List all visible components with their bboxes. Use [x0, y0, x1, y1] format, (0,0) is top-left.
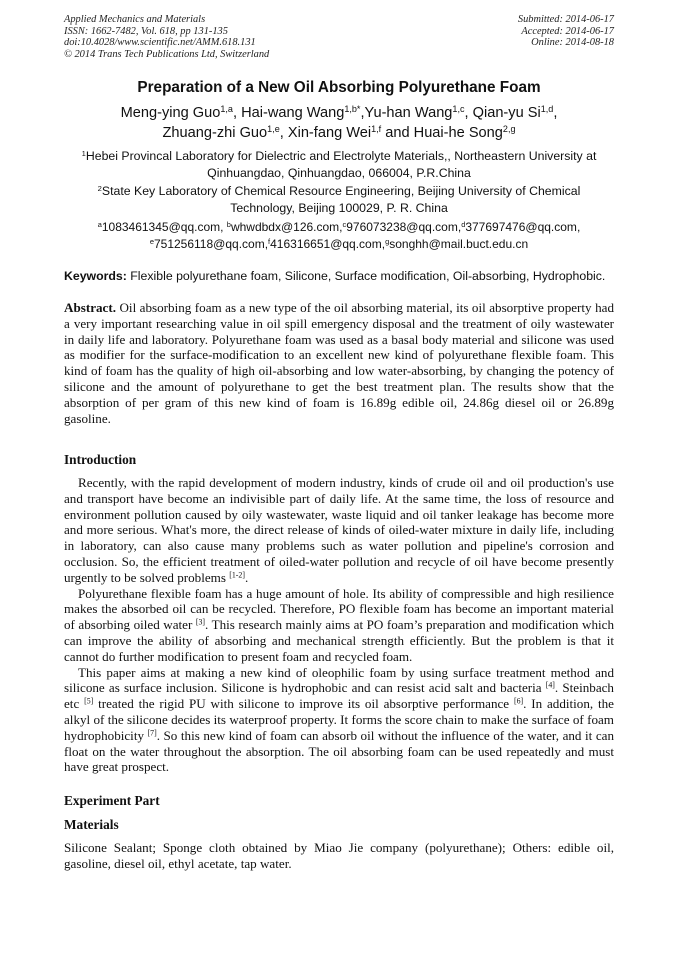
submitted-date: Submitted: 2014-06-17: [517, 14, 614, 25]
email: $^c$976073238@qq.com,: [342, 219, 462, 234]
introduction-paragraph: Polyurethane flexible foam has a huge amount of hole. Its ability of compressible and high resilience makes the absorbed oil can be recycled. Therefore, PO flexible foam has become an important material of absorbing oiled water [3]. This research mainly aims at PO foam’s preparation and modification which can improve the ability of absorbing and mechanical strength efficiently. But the problem is that it cannot do further modification to present foam and recycled foam.: [64, 585, 614, 664]
reference-citation: [6]: [513, 696, 524, 706]
author: Hai-wang Wang$^{1,b*}$,: [241, 104, 365, 121]
affiliation: $^2$State Key Laboratory of Chemical Resource Engineering, Beijing University of Chemical Technology, Beijing 100029, P. R. China: [97, 183, 581, 215]
author: Qian-yu Si$^{1,d}$,: [472, 104, 558, 121]
keywords-label: Keywords:: [64, 269, 127, 283]
email: $^f$416316651@qq.com,: [268, 236, 386, 251]
journal-copyright: © 2014 Trans Tech Publications Ltd, Switzerland: [64, 48, 270, 60]
email: $^d$377697476@qq.com,: [461, 219, 581, 234]
author: Zhuang-zhi Guo$^{1,e}$,: [162, 123, 288, 141]
affiliation: $^1$Hebei Provincal Laboratory for Dielectric and Electrolyte Materials,, Northeastern University at Qinhuangdao, Qinhuangdao, 066004, P.R.China: [81, 148, 597, 180]
paper-title: Preparation of a New Oil Absorbing Polyurethane Foam: [137, 79, 541, 96]
author: Meng-ying Guo$^{1,a}$,: [120, 104, 242, 121]
subsection-heading-materials: Materials: [64, 817, 119, 832]
online-date: Online: 2014-08-18: [531, 37, 614, 49]
abstract: [64, 300, 614, 426]
journal-name: Applied Mechanics and Materials: [64, 14, 206, 25]
materials-body: [64, 840, 614, 872]
journal-doi: doi:10.4028/www.scientific.net/AMM.618.131: [64, 37, 256, 49]
journal-issn: ISSN: 1662-7482, Vol. 618, pp 131-135: [64, 25, 228, 37]
section-heading-experiment: Experiment Part: [64, 793, 160, 808]
author: Yu-han Wang$^{1,c}$,: [364, 104, 473, 121]
reference-citation: [3]: [195, 617, 206, 627]
introduction-paragraph: This paper aims at making a new kind of oleophilic foam by using surface treatment method and silicone as surface inclusion. Silicone is hydrophobic and can resist acid salt and bacteria [4]. Steinbach etc [5] treated the rigid PU with silicone to improve its oil absorptive performance [6]. In addition, the alkyl of the silicone decides its waterproof property. It forms the score chain to make the surface of foam hydrophobicity [7]. So this new kind of foam can absorb oil without the influence of the water, and it can float on the water throughout the absorption. The oil absorbing foam can be used repeatedly and must have great prospect.: [64, 664, 615, 775]
reference-citation: [7]: [147, 728, 157, 738]
abstract-text: Oil absorbing foam as a new type of the oil absorbing material, its oil absorptive property had a very important researching value in oil spill emergency disposal and the treatment of oily wastewater in daily life and laboratory. Polyurethane foam was used as a basal body material and silicone was used as modifier for the surface-modification to an excellent new kind of polyurethane flexible foam. This kind of foam has the quality of high oil-absorbing and low water-absorbing, by changing the potency of silicone and the amount of polyurethane to get the best treatment plan. The results show that the absorption of per gram of this new kind of foam is 16.89g edible oil, 24.86g diesel oil or 26.89g gasoline.: [64, 300, 614, 426]
email: $^e$751256118@qq.com,: [149, 236, 269, 251]
introduction-paragraph: Recently, with the rapid development of modern industry, kinds of crude oil and oil production's use and transport have become an indivisible part of daily life. At the same time, the loss of resource and environment pollution caused by oily wastewater, waste liquid and oil tanker leakage has become more and more serious. What's more, the direct release of kinds of oiled-water mixture in daily life, including in laboratory, can also cause many problems such as water pollution and pipeline's corrosion and occlusion. So, the efficient treatment of oiled-water pollution and recycle of oil have become presently urgently to be solved problems [1-2].: [64, 475, 614, 585]
author: Xin-fang Wei$^{1,f}$ and: [287, 123, 414, 141]
author: Huai-he Song$^{2,g}$: [413, 123, 516, 141]
journal-header: [64, 14, 269, 60]
author-list: [40, 104, 638, 143]
email: $^b$whwdbdx@126.com,: [226, 219, 343, 234]
reference-citation: [4]: [545, 681, 555, 691]
materials-paragraph: Silicone Sealant; Sponge cloth obtained by Miao Jie company (polyurethane); Others: edible oil, gasoline, diesel oil, ethyl acetate, tap water.: [64, 840, 614, 871]
section-heading-introduction: Introduction: [64, 452, 137, 467]
introduction-body: [64, 475, 614, 775]
reference-citation: [5]: [84, 696, 94, 706]
keywords-text: Flexible polyurethane foam, Silicone, Surface modification, Oil-absorbing, Hydrophobic.: [126, 269, 606, 283]
email: $^g$songhh@mail.buct.edu.cn: [385, 236, 529, 251]
keywords: [64, 269, 616, 284]
reference-citation: [1-2]: [229, 570, 245, 580]
email: $^a$1083461345@qq.com,: [97, 219, 227, 234]
abstract-label: Abstract.: [64, 300, 116, 315]
accepted-date: Accepted: 2014-06-17: [521, 25, 614, 37]
email-list: [48, 219, 630, 253]
dates-header: [518, 14, 614, 49]
